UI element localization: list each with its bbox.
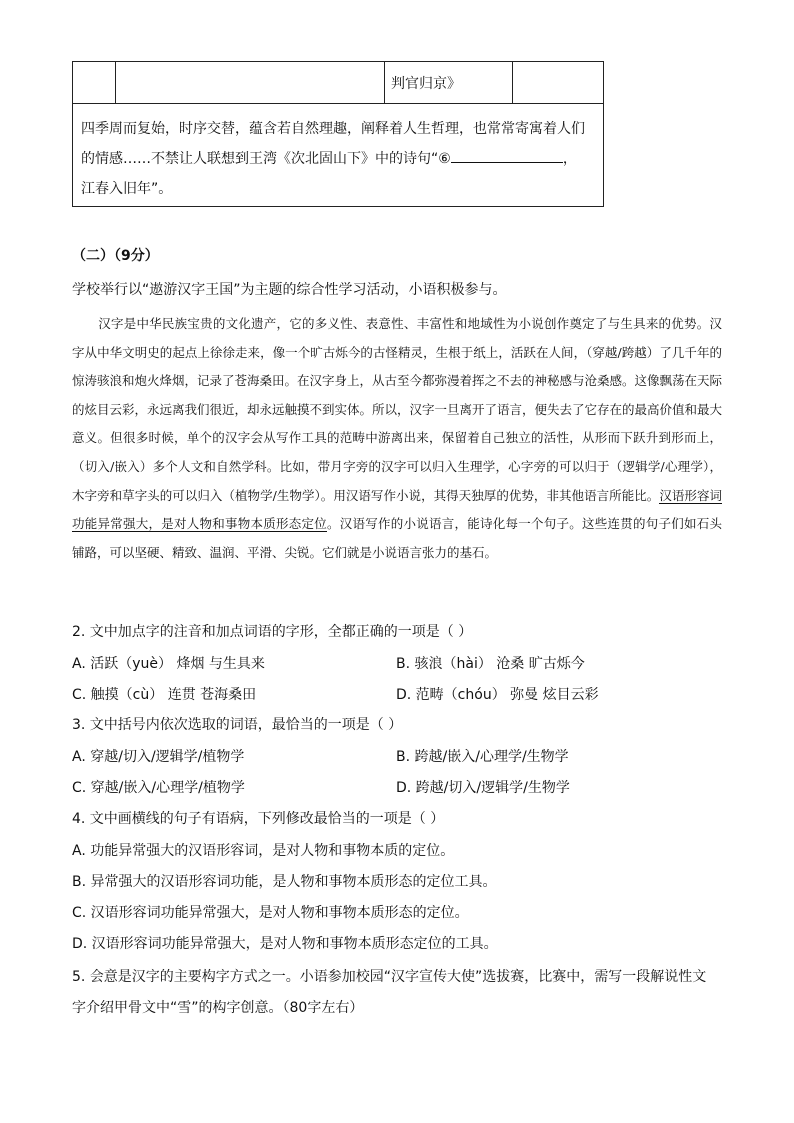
q3-option-c: C. 穿越/嵌入/心理学/植物学 bbox=[72, 780, 245, 796]
table-cell-text: 判官归京》 bbox=[391, 76, 461, 92]
q2-option-d: D. 范畴（chóu） 弥曼 炫目云彩 bbox=[396, 687, 599, 703]
q3-option-a: A. 穿越/切入/逻辑学/植物学 bbox=[72, 749, 245, 765]
q3-option-b: B. 跨越/嵌入/心理学/生物学 bbox=[396, 749, 569, 765]
table-line-part: 的情感……不禁让人联想到王湾《次北固山下》中的诗句“⑥ bbox=[81, 151, 451, 167]
table-body-text bbox=[81, 114, 593, 204]
table-line-part: ， bbox=[562, 151, 577, 167]
passage-text: 汉字是中华民族宝贵的文化遗产，它的多义性、表意性、丰富性和地域性为小说创作奠定了与生具来的优势。汉字从中华文明史的起点上徐徐走来，像一个旷古烁今的古怪精灵，生根于纸上，活跃在人间，（穿越/跨越）了几千年的惊涛骇浪和炮火烽烟，记录了苍海桑田。在汉字身上，从古至今都弥漫着挥之不去的神秘感与沧桑感。这像飘荡在天际的炫目云彩，永远离我们很近，却永远触摸不到实体。所以，汉字一旦离开了语言，便失去了它存在的最高价值和最大意义。但很多时候，单个的汉字会从写作工具的范畴中游离出来，保留着自己独立的活性，从形而下跃升到形而上，（切入/嵌入）多个人文和自然学科。比如，带月字旁的汉字可以归入生理学，心字旁的可以归于（逻辑学/心理学），木字旁和草字头的可以归入（植物学/生物学）。用汉语写作小说，其得天独厚的优势，非其他语言所能比。 bbox=[72, 316, 723, 503]
section-intro: 学校举行以“遨游汉字王国”为主题的综合性学习活动，小语积极参与。 bbox=[72, 282, 507, 298]
answer-blank bbox=[451, 148, 563, 163]
q4-option-a: A. 功能异常强大的汉语形容词，是对人物和事物本质的定位。 bbox=[72, 843, 455, 859]
table-row bbox=[73, 62, 603, 104]
question-4-stem: 4. 文中画横线的句子有语病，下列修改最恰当的一项是（ ） bbox=[72, 811, 445, 827]
q3-option-d: D. 跨越/切入/逻辑学/生物学 bbox=[396, 780, 570, 796]
passage-text: 。汉语写作的小说语言，能诗化每一个句子。这些连贯的句子们如石头铺路，可以坚硬、精致、温润、平滑、尖锐。它们就是小说语言张力的基石。 bbox=[72, 516, 722, 560]
question-5-line: 字介绍甲骨文中“雪”的构字创意。（80字左右） bbox=[72, 1000, 364, 1016]
table-divider bbox=[512, 62, 513, 104]
q4-option-c: C. 汉语形容词功能异常强大，是对人物和事物本质形态的定位。 bbox=[72, 905, 469, 921]
table-line: 江春入旧年”。 bbox=[81, 181, 173, 197]
section-heading: （二）（9分） bbox=[72, 248, 159, 264]
question-5-line: 5. 会意是汉字的主要构字方式之一。小语参加校园“汉字宣传大使”选拔赛，比赛中，需写一段解说性文 bbox=[72, 969, 707, 985]
question-3-stem: 3. 文中括号内依次选取的词语，最恰当的一项是（ ） bbox=[72, 717, 403, 733]
table-divider bbox=[384, 62, 385, 104]
poetry-table bbox=[72, 61, 604, 207]
q4-option-d: D. 汉语形容词功能异常强大，是对人物和事物本质形态定位的工具。 bbox=[72, 936, 498, 952]
table-divider bbox=[115, 62, 116, 104]
table-line: 四季周而复始，时序交替，蕴含若自然理趣，阐释着人生哲理，也常常寄寓着人们 bbox=[81, 121, 585, 137]
question-2-stem: 2. 文中加点字的注音和加点词语的字形，全都正确的一项是（ ） bbox=[72, 624, 473, 640]
q2-option-a: A. 活跃（yuè） 烽烟 与生具来 bbox=[72, 656, 265, 672]
reading-passage bbox=[72, 310, 722, 567]
q2-option-b: B. 骇浪（hài） 沧桑 旷古烁今 bbox=[396, 656, 585, 672]
table-line bbox=[81, 144, 593, 174]
underlined-sentence: 汉语形容词功能异常强大，是对人物和事物本质形态定位 bbox=[72, 487, 722, 532]
q4-option-b: B. 异常强大的汉语形容词功能，是人物和事物本质形态的定位工具。 bbox=[72, 874, 497, 890]
q2-option-c: C. 触摸（cù） 连贯 苍海桑田 bbox=[72, 687, 257, 703]
